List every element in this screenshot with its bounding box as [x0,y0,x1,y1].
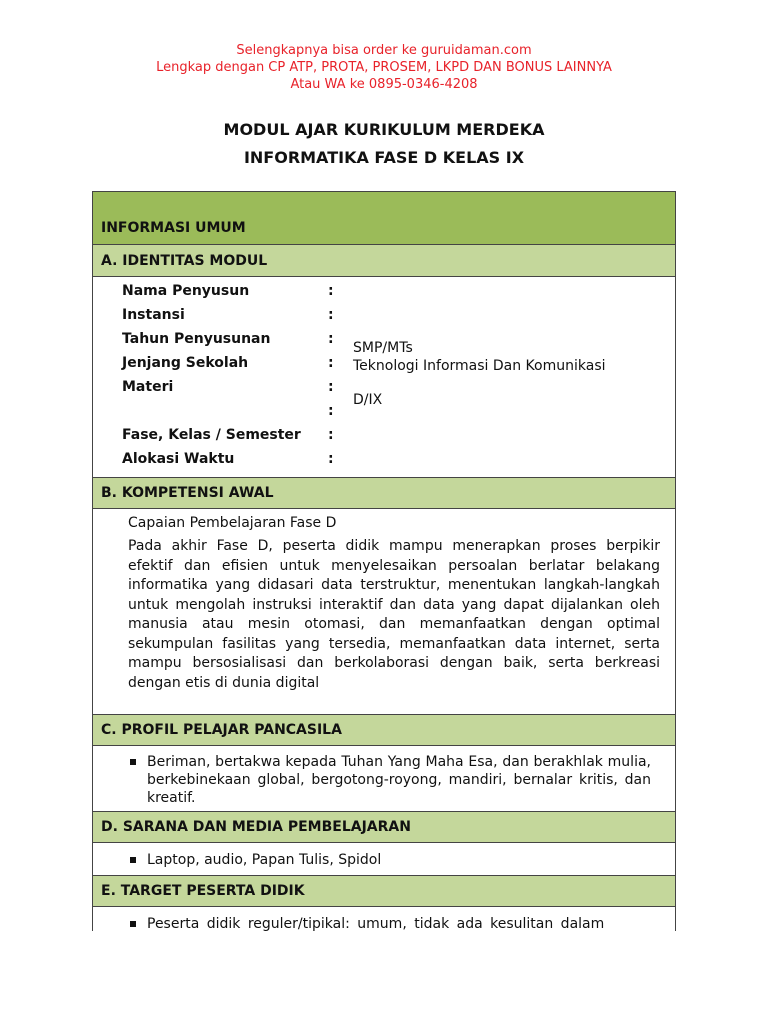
section-profil-pancasila [93,714,675,746]
title-line-2: INFORMATIKA FASE D KELAS IX [243,148,525,167]
bullet-icon [130,921,136,927]
list-item [127,915,651,931]
section-sarana-media [93,811,675,843]
promo-banner [0,42,768,93]
colon: : [328,307,334,323]
label-materi: Materi [122,379,174,395]
value-materi: Teknologi Informasi Dan Komunikasi [353,358,606,374]
section-label: A. IDENTITAS MODUL [101,252,268,269]
label-alokasi-waktu: Alokasi Waktu [122,451,235,467]
promo-line-1: Selengkapnya bisa order ke guruidaman.com [236,43,532,58]
section-label: C. PROFIL PELAJAR PANCASILA [101,722,342,738]
list-item-text: Peserta didik reguler/tipikal: umum, tidak ada kesulitan dalam [147,916,605,931]
promo-line-2: Lengkap dengan CP ATP, PROTA, PROSEM, LKPD DAN BONUS LAINNYA [156,60,612,75]
list-item-text: Beriman, bertakwa kepada Tuhan Yang Maha Esa, dan berakhlak mulia, berkebinekaan global, bergotong-royong, mandiri, bernalar kritis, dan kreatif. [147,754,651,806]
label-tahun-penyusunan: Tahun Penyusunan [122,331,271,347]
sarana-list [127,851,651,869]
section-label: B. KOMPETENSI AWAL [101,485,274,501]
section-target-peserta [93,875,675,907]
section-label: D. SARANA DAN MEDIA PEMBELAJARAN [101,819,411,835]
colon: : [328,451,334,467]
cp-text: Pada akhir Fase D, peserta didik mampu menerapkan proses berpikir efektif dan efisien untuk menyelesaikan persoalan berlatar belakang informatika yang didasari data terstruktur, menentukan langkah-langkah untuk mengolah instruksi interaktif dan data yang dapat dijalankan oleh manusia atau mesin otomasi, dan memanfaatkan dengan optimal sekumpulan fasilitas yang tersedia, memanfaatkan data internet, serta mampu bersosialisasi dan berkolaborasi dengan baik, serta berkreasi dengan etis di dunia digital [128,538,660,691]
value-jenjang: SMP/MTs [353,340,413,356]
title-line-1: MODUL AJAR KURIKULUM MERDEKA [223,120,545,139]
colon: : [328,331,334,347]
colon: : [328,283,334,299]
list-item [127,851,651,869]
label-fase-kelas-semester: Fase, Kelas / Semester [122,427,301,443]
list-item-text: Laptop, audio, Papan Tulis, Spidol [147,852,382,868]
bullet-icon [130,857,136,863]
colon: : [328,427,334,443]
label-instansi: Instansi [122,307,185,323]
bullet-icon [130,759,136,765]
colon: : [328,403,334,419]
promo-line-3: Atau WA ke 0895-0346-4208 [290,77,478,92]
section-label: INFORMASI UMUM [101,220,246,236]
section-informasi-umum [93,192,675,245]
identity-block [93,277,675,477]
value-fase-kelas: D/IX [353,392,383,408]
colon: : [328,379,334,395]
target-list [127,915,651,931]
section-label: E. TARGET PESERTA DIDIK [101,883,305,899]
section-kompetensi-awal [93,477,675,509]
document-title [0,116,768,172]
profil-list [127,753,651,807]
list-item [127,753,651,807]
section-identitas [93,245,675,277]
colon: : [328,355,334,371]
cp-title: Capaian Pembelajaran Fase D [128,515,337,531]
capaian-pembelajaran [128,513,660,693]
label-jenjang-sekolah: Jenjang Sekolah [122,355,249,371]
module-table [92,191,676,931]
label-nama-penyusun: Nama Penyusun [122,283,250,299]
